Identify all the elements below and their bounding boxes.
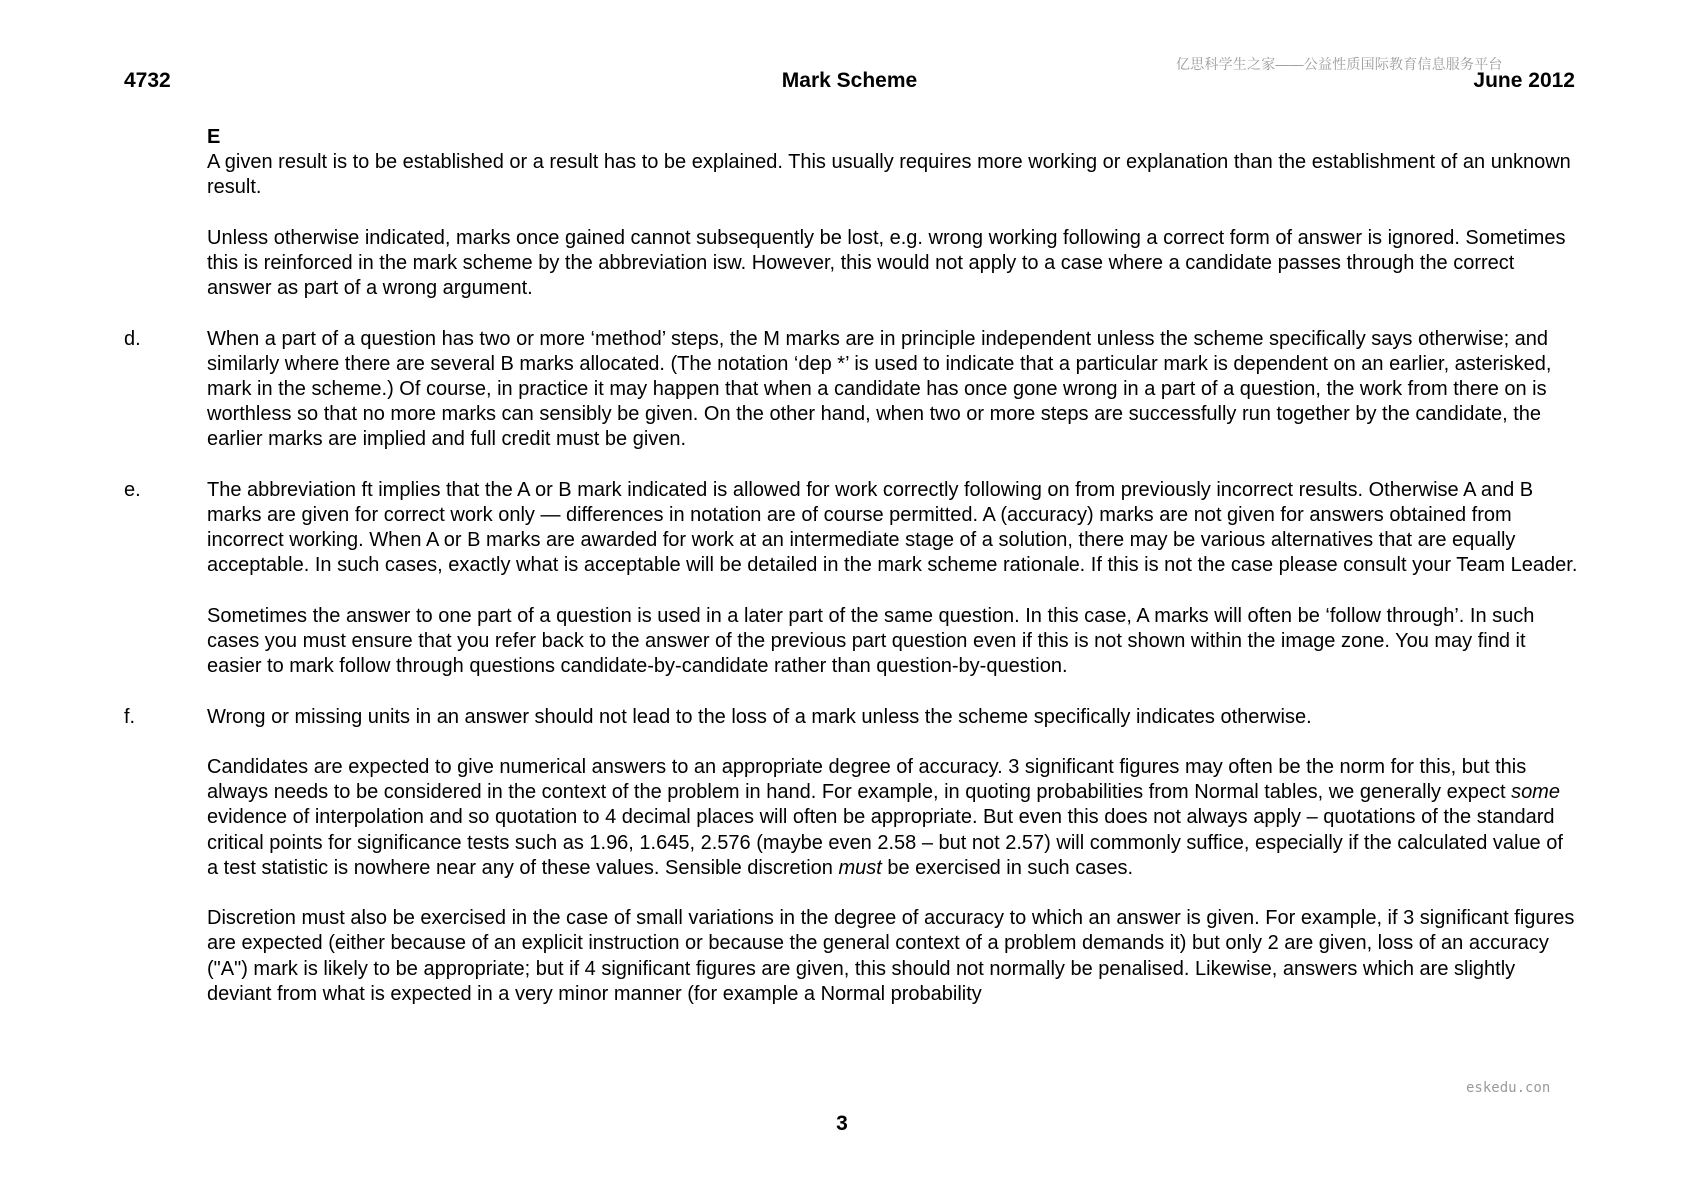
watermark-bottom: eskedu.con: [1466, 1080, 1551, 1096]
section-e-heading: E: [207, 126, 221, 148]
list-item-e: [124, 478, 1584, 680]
section-e-paragraph-1: A given result is to be established or a result has to be explained. This usually requires more working or explanation than the establishment of an unknown result.: [207, 151, 1571, 199]
section-e-paragraph-2: Unless otherwise indicated, marks once gained cannot subsequently be lost, e.g. wrong working following a correct form of answer is ignored. Sometimes this is reinforced in the mark scheme by the abbreviation isw. However, this would not apply to a case where a candidate passes through the correct answer as part of a wrong argument.: [207, 226, 1566, 300]
paper-code: 4732: [124, 69, 171, 92]
item-marker: f.: [124, 705, 136, 728]
document-body: [124, 125, 1584, 1007]
item-f-text: Wrong or missing units in an answer should not lead to the loss of a mark unless the scheme specifically indicates otherwise.: [207, 705, 1312, 728]
section-e: [124, 125, 1584, 301]
emphasis-some: some: [1511, 781, 1560, 804]
item-marker: e.: [124, 478, 141, 501]
item-e-text: The abbreviation ft implies that the A or B mark indicated is allowed for work correctly following on from previously incorrect results. Otherwise A and B marks are given for correct work only — differences in notation are of course permitted. A (accuracy) marks are not given for answers obtained from incorrect working. When A or B marks are awarded for work at an intermediate stage of a solution, there may be various alternatives that are equally acceptable. In such cases, exactly what is acceptable will be detailed in the mark scheme rationale. If this is not the case please consult your Team Leader.: [207, 478, 1578, 577]
page-title: Mark Scheme: [781, 69, 918, 92]
page-number: 3: [836, 1112, 848, 1135]
item-f-paragraph-3: Discretion must also be exercised in the case of small variations in the degree of accuracy to which an answer is given. For example, if 3 significant figures are expected (either because of an explicit instruction or because the general context of a problem demands it) but only 2 are given, loss of an accuracy ("A") mark is likely to be appropriate; but if 4 significant figures are given, this should not normally be penalised. Likewise, answers which are slightly deviant from what is expected in a very minor manner (for example a Normal probability: [207, 907, 1575, 1005]
exam-date: June 2012: [1473, 69, 1575, 92]
emphasis-must: must: [838, 856, 882, 879]
watermark-top: 亿思科学生之家——公益性质国际教育信息服务平台: [1176, 56, 1503, 72]
item-marker: d.: [124, 327, 141, 350]
item-d-text: When a part of a question has two or more ‘method’ steps, the M marks are in principle independent unless the scheme specifically says otherwise; and similarly where there are several B marks allocated. (The notation ‘dep *’ is used to indicate that a particular mark is dependent on an earlier, asterisked, mark in the scheme.) Of course, in practice it may happen that when a candidate has once gone wrong in a part of a question, the work from there on is worthless so that no more marks can sensibly be given. On the other hand, when two or more steps are successfully run together by the candidate, the earlier marks are implied and full credit must be given.: [207, 327, 1552, 451]
item-e-paragraph-2: Sometimes the answer to one part of a question is used in a later part of the same question. In this case, A marks will often be ‘follow through’. In such cases you must ensure that you refer back to the answer of the previous part question even if this is not shown within the image zone. You may find it easier to mark follow through questions candidate-by-candidate rather than question-by-question.: [207, 604, 1535, 678]
list-item-f: [124, 705, 1584, 1007]
page-header: [124, 69, 1575, 97]
list-item-d: [124, 327, 1584, 453]
item-f-paragraph-2: Candidates are expected to give numerical answers to an appropriate degree of accuracy. 3 significant figures may often be the norm for this, but this always needs to be considered in the context of the problem in hand. For example, in quoting probabilities from Normal tables, we generally expect some evidence of interpolation and so quotation to 4 decimal places will often be appropriate. But even this does not always apply – quotations of the standard critical points for significance tests such as 1.96, 1.645, 2.576 (maybe even 2.58 – but not 2.57) will commonly suffice, especially if the calculated value of a test statistic is nowhere near any of these values. Sensible discretion must be exercised in such cases.: [207, 755, 1563, 879]
item-marker-empty: [124, 125, 207, 301]
